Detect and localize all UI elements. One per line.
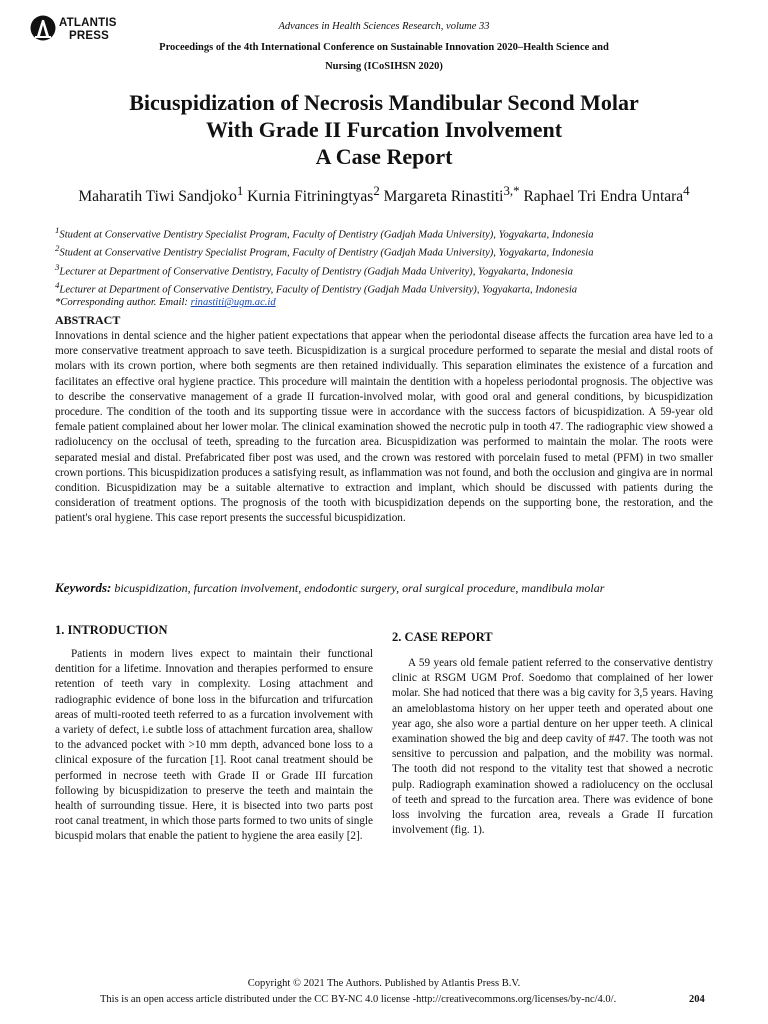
affiliation-sup: 3 (55, 261, 60, 272)
intro-text: Patients in modern lives expect to maintain their functional dentition for a lifetime. Innovation and therapies performed to ensure retention of teeth vary in complexity. Losing attachment and radiographic evidence of bone loss in the bifurcation and trifurcation areas of multi-rooted teeth referred to as a furcation involvement with a variety of defect, i.e subtle loss of attachment furcation area, shallow to the advanced pocket with >10 mm depth, advanced bone loss to a clinical exposure of the furcation [1]. Root canal treatment should be performed in necrose teeth with Grade II or Grade III furcation following by bicuspidization to preserve the teeth and maintain the health of surrounding tissue. Here, it is bisected into two parts post root canal treatment, in which those parts formed to two units of single bicuspid molars that enable the patient to hygiene the area easily [2]. (55, 648, 373, 843)
affiliation (55, 242, 725, 260)
keywords-label: Keywords: (55, 580, 112, 595)
affiliation-text: Lecturer at Department of Conservative Dentistry, Faculty of Dentistry (Gadjah Mada University), Yogyakarta, Indonesia (59, 284, 578, 296)
affiliation-sup: 2 (55, 243, 60, 254)
author-name: Margareta Rinastiti (383, 188, 504, 206)
author-sup: 1 (236, 183, 244, 198)
affiliation (55, 224, 725, 242)
intro-heading: 1. INTRODUCTION (55, 623, 168, 637)
corresponding-label: *Corresponding author. Email: (55, 297, 191, 309)
proceedings-name: Proceedings of the 4th International Conference on Sustainable Innovation 2020–Health Science and Nursing (ICoSIHSN 2020) (159, 42, 609, 72)
author-name: Kurnia Fitriningtyas (247, 188, 374, 206)
title-line-3: A Case Report (315, 144, 453, 169)
license-notice: This is an open access article distributed under the CC BY-NC 4.0 license -http://creativecommons.org/licenses/by-nc/4.0/. (100, 994, 617, 1005)
affiliation (55, 279, 725, 297)
logo-word-1: ATLANTIS (59, 17, 117, 29)
journal-name: Advances in Health Sciences Research, volume 33 (278, 21, 490, 32)
affiliation-sup: 1 (55, 225, 60, 235)
keywords (55, 580, 725, 596)
case-report-heading: 2. CASE REPORT (392, 630, 493, 644)
affiliation-sup: 4 (55, 279, 60, 290)
affiliation-text: Student at Conservative Dentistry Specialist Program, Faculty of Dentistry (Gadjah Mada University), Yogyakarta, Indonesia (59, 247, 594, 259)
case-report-text: A 59 years old female patient referred to the conservative dentistry clinic at RSGM UGM Prof. Soedomo that complained of her lower molar. She had noticed that there was a big cavity for 3,5 years. Having an ameloblastoma history on her upper teeth and operated about one year ago, she also wore a partial denture on her upper teeth. A clinical examination showed the big and deep cavity of #47. The tooth was not sensitive to percussion and palpation, and the mobility was normal. The tooth did not respond to the vitality test that showed a necrotic pulp. Radiograph examination showed a radiolucency on the occlusal of teeth and spread to the furcation area. There was evidence of bone loss involving the furcation area, reveals a Grade II furcation involvement (fig. 1). (392, 657, 713, 837)
author-sup: 4 (683, 183, 690, 198)
title-line-2: With Grade II Furcation Involvement (205, 117, 563, 142)
abstract-text: Innovations in dental science and the higher patient expectations that appear when the periodontal disease affects the furcation area have led to a more conservative treatment approach to save teeth. Bicuspidization is a surgical procedure performed to separate the mesial and distal roots of molars with its crown portion, where both segments are then retained individually. This separation eliminates the existence of a furcation and facilitates an effective oral hygiene practice. This procedure will maintain the dentition with a hopeless periodontal prognosis. The objective was to describe the conservative management of a grade II furcation-involved molar, with good oral and general conditions, by bicuspidization procedure. The condition of the tooth and its supporting tissue were in accordance with the success factors of bicuspidization. A 59-year old female patient complained about her lower molar. The clinical examination showed the necrotic pulp in tooth 47. The radiographic view showed a radiolucency on the occlusal of teeth, spreading to the furcation area. Bicuspidization was performed to maintain the molar. The roots were separated mesial and distal. Prefabricated fiber post was used, and the crown was restored with porcelain fused to metal (PFM) in two smaller crown portions. This bicuspidization produces a satisfying result, as inflammation was not found, and both the occlusion and gingiva are in normal condition. Bicuspidization may be a suitable alternative to extraction and implant, which should be discussed with patients during the consideration of treatment options. The prognosis of the tooth with bicuspidization depends on the supporting bone, the restoration, and the patient's oral hygiene. This case report presents the successful bicuspidization. (55, 330, 713, 525)
author-sup: 2 (373, 183, 380, 198)
affiliations (55, 224, 725, 310)
corresponding-author (55, 297, 725, 310)
copyright-notice: Copyright © 2021 The Authors. Published by Atlantis Press B.V. (247, 978, 521, 989)
author-sup: 3,* (503, 183, 520, 198)
logo-word-2: PRESS (69, 30, 109, 42)
keywords-text: bicuspidization, furcation involvement, endodontic surgery, oral surgical procedure, mandibula molar (111, 581, 605, 595)
author-list (40, 181, 728, 207)
email-link[interactable]: rinastiti@ugm.ac.id (190, 297, 276, 309)
affiliation-text: Lecturer at Department of Conservative Dentistry, Faculty of Dentistry (Gadjah Mada Univerity), Yogyakarta, Indonesia (59, 266, 573, 278)
affiliation-text: Student at Conservative Dentistry Specialist Program, Faculty of Dentistry (Gadjah Mada University), Yogyakarta, Indonesia (59, 229, 594, 241)
title-line-1: Bicuspidization of Necrosis Mandibular Second Molar (129, 90, 639, 115)
author-name: Maharatih Tiwi Sandjoko (78, 188, 237, 206)
author-name: Raphael Tri Endra Untara (523, 188, 684, 206)
paper-title (40, 89, 728, 170)
page-number: 204 (689, 994, 705, 1005)
abstract-heading: ABSTRACT (55, 313, 121, 327)
affiliation (55, 261, 725, 279)
